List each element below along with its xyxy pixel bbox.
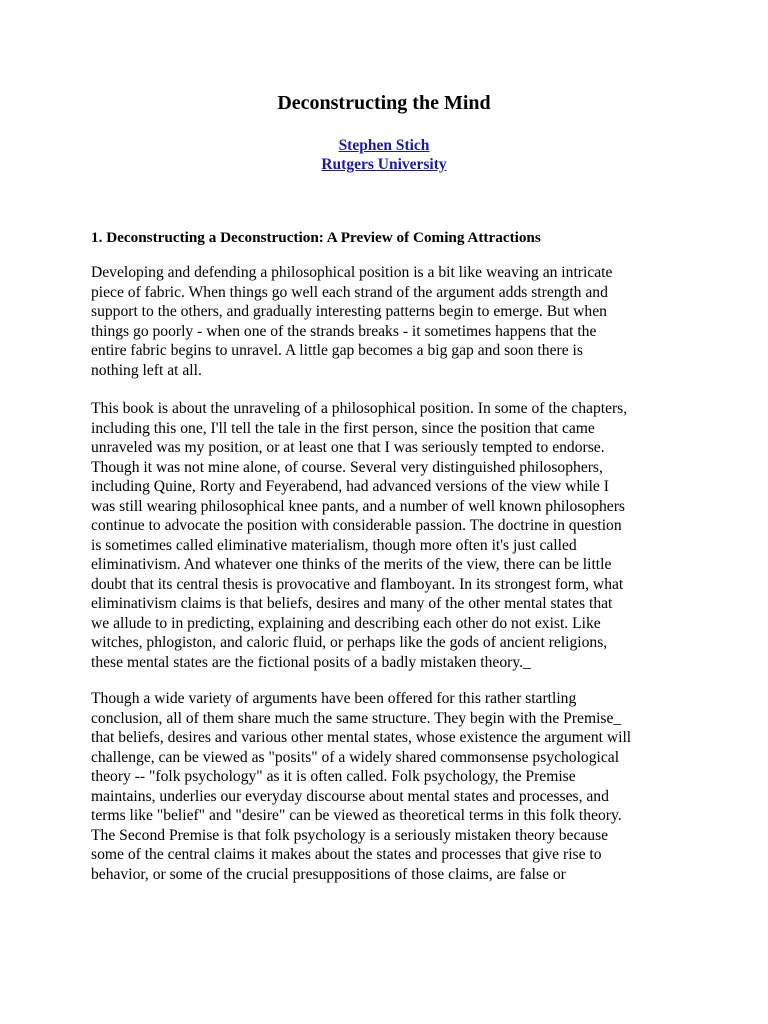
paragraph-line: conclusion, all of them share much the same structure. They begin with the Premise_ xyxy=(91,709,622,727)
paragraph-line: witches, phlogiston, and caloric fluid, or perhaps like the gods of ancient religions, xyxy=(91,634,608,651)
page-title: Deconstructing the Mind xyxy=(277,92,491,114)
paragraph-1 xyxy=(91,263,691,380)
paragraph-line: some of the central claims it makes about the states and processes that give rise to xyxy=(91,846,602,863)
paragraph-line: Though a wide variety of arguments have been offered for this rather startling xyxy=(91,690,577,707)
paragraph-line: theory -- "folk psychology" as it is often called. Folk psychology, the Premise xyxy=(91,768,576,785)
paragraph-line: challenge, can be viewed as "posits" of a widely shared commonsense psychological xyxy=(91,748,620,766)
section-heading: 1. Deconstructing a Deconstruction: A Preview of Coming Attractions xyxy=(91,229,541,246)
paragraph-line: eliminativism. And whatever one thinks of the merits of the view, there can be little xyxy=(91,556,612,573)
paragraph-line: things go poorly - when one of the strands breaks - it sometimes happens that the xyxy=(91,322,597,340)
paragraph-line: entire fabric begins to unravel. A little gap becomes a big gap and soon there is xyxy=(91,342,583,359)
paragraph-line: nothing left at all. xyxy=(91,361,202,379)
paragraph-line: doubt that its central thesis is provocative and flamboyant. In its strongest form, what xyxy=(91,575,624,593)
paragraph-line: that beliefs, desires and various other mental states, whose existence the argument will xyxy=(91,729,632,746)
paragraph-line: these mental states are the fictional posits of a badly mistaken theory._ xyxy=(91,653,531,671)
paragraph-line: including Quine, Rorty and Feyerabend, had advanced versions of the view while I xyxy=(91,478,609,495)
paragraph-line: we allude to in predicting, explaining and describing each other do not exist. Like xyxy=(91,614,601,632)
paragraph-line: is sometimes called eliminative materialism, though more often it's just called xyxy=(91,536,577,554)
paragraph-line: support to the others, and gradually interesting patterns begin to emerge. But when xyxy=(91,303,607,320)
paragraph-line: eliminativism claims is that beliefs, desires and many of the other mental states that xyxy=(91,595,613,612)
paragraph-line: continue to advocate the position with considerable passion. The doctrine in question xyxy=(91,517,622,534)
paragraph-line: terms like "belief" and "desire" can be viewed as theoretical terms in this folk theory. xyxy=(91,807,622,824)
paragraph-line: maintains, underlies our everyday discourse about mental states and processes, and xyxy=(91,787,609,805)
paragraph-line: was still wearing philosophical knee pants, and a number of well known philosophers xyxy=(91,497,625,515)
affiliation-link[interactable]: Rutgers University xyxy=(321,156,447,173)
paragraph-line: piece of fabric. When things go well each strand of the argument adds strength and xyxy=(91,283,608,301)
paragraph-line: Though it was not mine alone, of course. Several very distinguished philosophers, xyxy=(91,458,603,476)
author-link[interactable]: Stephen Stich xyxy=(338,137,430,154)
paragraph-2 xyxy=(91,399,691,672)
paragraph-3 xyxy=(91,689,691,884)
paragraph-line: This book is about the unraveling of a philosophical position. In some of the chapters, xyxy=(91,400,628,417)
paragraph-line: unraveled was my position, or at least one that I was seriously tempted to endorse. xyxy=(91,439,605,456)
paragraph-line: behavior, or some of the crucial presuppositions of those claims, are false or xyxy=(91,865,566,883)
paragraph-line: Developing and defending a philosophical position is a bit like weaving an intricate xyxy=(91,264,613,281)
paragraph-line: including this one, I'll tell the tale in the first person, since the position that came xyxy=(91,419,595,437)
author-block xyxy=(0,136,768,174)
paragraph-line: The Second Premise is that folk psychology is a seriously mistaken theory because xyxy=(91,826,609,844)
